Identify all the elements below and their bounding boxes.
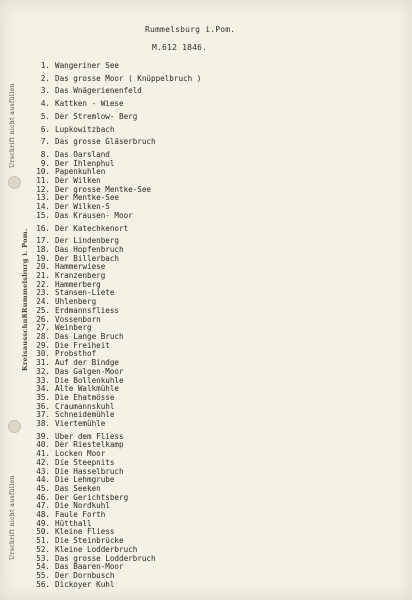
list-item-name: Viertemühle xyxy=(55,419,106,429)
list-item-name: Der Wilken-S xyxy=(55,202,110,212)
list-item-name: Der Mentke-See xyxy=(55,193,120,203)
list-item-name: Der Billerbach xyxy=(55,253,120,263)
list-item-number: 18. xyxy=(36,244,50,254)
list-item xyxy=(30,212,201,221)
list-item-number: 48. xyxy=(36,510,50,520)
list-item-name: Der Lindenberg xyxy=(55,236,120,246)
list-item-name: Die Steepnits xyxy=(55,457,115,467)
list-item-name: Der grosse Mentke-See xyxy=(55,184,152,194)
list-item-number: 8. xyxy=(40,149,50,159)
list-item-number: 42. xyxy=(36,457,50,467)
list-item xyxy=(30,62,201,71)
list-item-number: 20. xyxy=(36,262,50,272)
list-item-name: Das Hopfenbruch xyxy=(55,244,124,254)
list-item-name: Lupkowitzbach xyxy=(55,124,115,134)
list-item-name: Stansen-Liete xyxy=(55,288,115,298)
list-item-name: Das Krausen- Moor xyxy=(55,210,133,220)
list-item-number: 40. xyxy=(36,440,50,450)
list-item-number: 36. xyxy=(36,401,50,411)
list-item xyxy=(30,581,201,590)
list-item-name: Der Wilken xyxy=(55,176,101,186)
list-item-number: 27. xyxy=(36,323,50,333)
list-item-number: 16. xyxy=(36,223,50,233)
list-item-name: Das grosse Moor ( Knüppelbruch ) xyxy=(55,73,202,83)
list-item-name: Uber dem Fliess xyxy=(55,431,124,441)
list-item-number: 49. xyxy=(36,518,50,528)
list-item-name: Der Gerichtsberg xyxy=(55,492,129,502)
list-item-name: Der Stremlow- Berg xyxy=(55,111,138,121)
list-item-number: 21. xyxy=(36,271,50,281)
list-item-number: 47. xyxy=(36,501,50,511)
list-item-number: 52. xyxy=(36,544,50,554)
list-item-number: 23. xyxy=(36,288,50,298)
list-item-name: Hammerberg xyxy=(55,279,101,289)
list-item-number: 10. xyxy=(36,167,50,177)
list-item-name: Die Hasselbruch xyxy=(55,466,124,476)
list-item-name: Der Dornbusch xyxy=(55,570,115,580)
list-item-number: 25. xyxy=(36,305,50,315)
list-item-number: 35. xyxy=(36,392,50,402)
header-place: Rummelsburg i.Pom. xyxy=(145,25,236,34)
list-item-number: 26. xyxy=(36,314,50,324)
list-item-number: 1. xyxy=(40,61,50,70)
list-item-number: 39. xyxy=(36,431,50,441)
list-item-number: 33. xyxy=(36,375,50,385)
margin-district-word: Kreisausschuß xyxy=(21,313,29,371)
list-item-name: Das Baaren-Moor xyxy=(55,562,124,572)
list-item-name: Alte Walkmühle xyxy=(55,384,120,394)
list-item-name: Die Lehmgrube xyxy=(55,475,115,485)
list-item-number: 51. xyxy=(36,536,50,546)
list-item xyxy=(30,138,201,147)
list-item-name: Das Wnägerienenfeld xyxy=(55,86,142,96)
list-item-number: 11. xyxy=(36,176,50,186)
list-item-name: Der Ihlenphul xyxy=(55,158,115,168)
field-name-list xyxy=(30,62,201,589)
list-item-number: 31. xyxy=(36,358,50,368)
list-item-name: Vossenborn xyxy=(55,314,101,324)
list-item-number: 37. xyxy=(36,410,50,420)
list-item-name: Kleine Fliess xyxy=(55,527,115,537)
list-item-number: 2. xyxy=(40,73,50,83)
margin-note-bottom: Urschrift nicht ausfüllen xyxy=(9,475,16,560)
list-item-number: 34. xyxy=(36,384,50,394)
list-item-number: 55. xyxy=(36,570,50,580)
list-item-name: Kranzenberg xyxy=(55,271,106,281)
list-item-number: 9. xyxy=(40,158,50,168)
list-item-name: Die Bollenkuhle xyxy=(55,375,124,385)
list-item-number: 54. xyxy=(36,562,50,572)
list-item-name: Die Freiheit xyxy=(55,340,110,350)
list-item-number: 30. xyxy=(36,349,50,359)
list-item-name: Weinberg xyxy=(55,323,92,333)
list-item-name: Craumannskuhl xyxy=(55,401,115,411)
list-item-number: 15. xyxy=(36,210,50,220)
punch-hole-top xyxy=(8,176,21,189)
list-item-number: 43. xyxy=(36,466,50,476)
list-item-number: 53. xyxy=(36,553,50,563)
list-item-name: Probsthof xyxy=(55,349,97,359)
list-item-number: 13. xyxy=(36,193,50,203)
list-item-number: 24. xyxy=(36,297,50,307)
list-item-number: 28. xyxy=(36,331,50,341)
list-item-number: 17. xyxy=(36,236,50,246)
list-item-number: 6. xyxy=(40,124,50,134)
header-map-number: M.612 1846. xyxy=(152,43,208,52)
list-item-name: Der Riestelkamp xyxy=(55,440,124,450)
list-item xyxy=(30,75,201,84)
list-item-name: Schneidemühle xyxy=(55,410,115,420)
list-item xyxy=(30,113,201,122)
list-item-name: Auf der Bindge xyxy=(55,358,120,368)
list-item-number: 14. xyxy=(36,202,50,212)
list-item-name: Das Oarsland xyxy=(55,149,110,159)
list-item-number: 5. xyxy=(40,111,50,121)
list-item-name: Kleine Lodderbruch xyxy=(55,544,138,554)
list-item-name: Das Galgen-Moor xyxy=(55,366,124,376)
list-item-name: Das grosse Gläserbruch xyxy=(55,137,156,147)
list-item xyxy=(30,100,201,109)
list-item-name: Papenkuhlen xyxy=(55,167,106,177)
list-item xyxy=(30,225,201,234)
list-item-number: 32. xyxy=(36,366,50,376)
list-item-number: 38. xyxy=(36,419,50,429)
list-item-number: 22. xyxy=(36,279,50,289)
list-item xyxy=(30,87,201,96)
list-item-number: 46. xyxy=(36,492,50,502)
list-item-number: 50. xyxy=(36,527,50,537)
list-item-number: 56. xyxy=(36,579,50,589)
list-item-name: Die Ehatmösse xyxy=(55,392,115,402)
margin-note-top: Urschrift nicht ausfüllen xyxy=(9,83,16,168)
list-item-name: Uhlenberg xyxy=(55,297,97,307)
list-item-name: Das grosse Lodderbruch xyxy=(55,553,156,563)
list-item-name: Locken Moor xyxy=(55,449,106,459)
list-item-name: Der Katechkenort xyxy=(55,223,129,233)
punch-hole-bottom xyxy=(8,420,21,433)
list-item-number: 12. xyxy=(36,184,50,194)
list-item xyxy=(30,126,201,135)
list-item-name: Hammerwiese xyxy=(55,262,106,272)
list-item-name: Faule Forth xyxy=(55,510,106,520)
list-item-name: Dickoyer Kuhl xyxy=(55,579,115,589)
list-item-name: Hütthall xyxy=(55,518,92,528)
list-item-number: 29. xyxy=(36,340,50,350)
list-item xyxy=(30,420,201,429)
list-item-name: Erdmannsfliess xyxy=(55,305,120,315)
list-item-name: Wangeriner See xyxy=(55,61,120,70)
list-item-name: Das Lange Bruch xyxy=(55,331,124,341)
list-item-number: 4. xyxy=(40,99,50,109)
list-item-number: 3. xyxy=(40,86,50,96)
list-item-number: 41. xyxy=(36,449,50,459)
list-item-name: Kattken - Wiese xyxy=(55,99,124,109)
list-item-name: Das Seeken xyxy=(55,483,101,493)
list-item-number: 19. xyxy=(36,253,50,263)
margin-district-label: Rummelsburg i. Pom. xyxy=(21,228,29,313)
list-item-name: Die Nordkuhl xyxy=(55,501,110,511)
list-item-name: Die Steinbrücke xyxy=(55,536,124,546)
list-item-number: 7. xyxy=(40,137,50,147)
list-item-number: 44. xyxy=(36,475,50,485)
list-item-number: 45. xyxy=(36,483,50,493)
